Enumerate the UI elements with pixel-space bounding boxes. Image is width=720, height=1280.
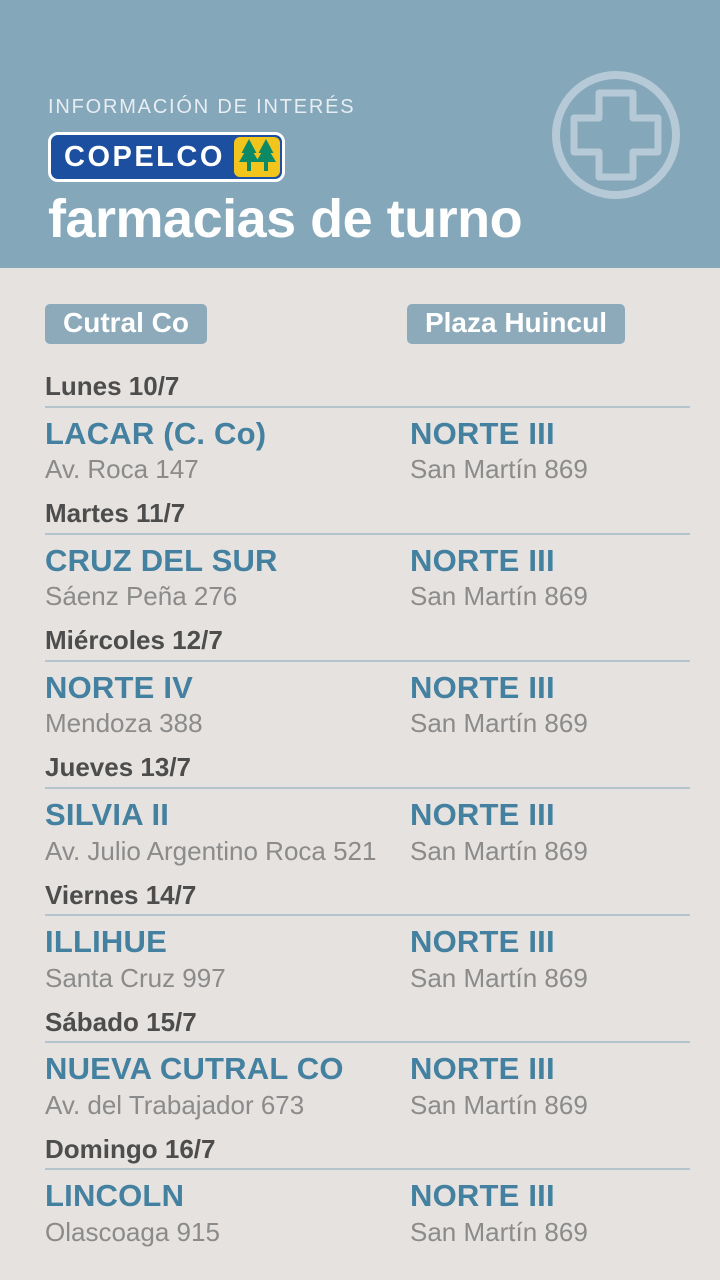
pharmacy-row (45, 1051, 675, 1121)
copelco-logo-text: COPELCO (64, 140, 225, 173)
pharmacy-entry-plaza-huincul (410, 416, 675, 486)
pharmacy-address: San Martín 869 (410, 454, 588, 485)
pharmacy-name: ILLIHUE (45, 924, 167, 960)
pharmacy-name: NORTE III (410, 669, 555, 705)
pine-trees-icon (234, 137, 280, 177)
pharmacy-entry-plaza-huincul (410, 797, 675, 867)
day-label: Martes 11/7 (45, 498, 186, 529)
pharmacy-row (45, 797, 675, 867)
day-label: Sábado 15/7 (45, 1006, 197, 1037)
pharmacy-name: NORTE III (410, 796, 555, 832)
pharmacy-address: Av. del Trabajador 673 (45, 1089, 305, 1120)
divider (45, 1041, 690, 1043)
city-badge-plaza-huincul: Plaza Huincul (407, 304, 625, 344)
pharmacy-entry-plaza-huincul (410, 670, 675, 740)
copelco-logo (48, 132, 285, 182)
pharmacy-cross-icon (549, 68, 683, 202)
day-label: Viernes 14/7 (45, 879, 197, 910)
day-label: Lunes 10/7 (45, 371, 180, 401)
header (0, 0, 720, 268)
pharmacy-name: CRUZ DEL SUR (45, 542, 278, 578)
day-section-sabado (45, 1008, 675, 1121)
pharmacy-entry-cutral-co (45, 924, 410, 994)
pharmacy-entry-cutral-co (45, 543, 410, 613)
pharmacy-entry-cutral-co (45, 1178, 410, 1248)
kicker-text: INFORMACIÓN DE INTERÉS (48, 96, 356, 118)
pharmacy-address: Mendoza 388 (45, 708, 203, 739)
pharmacy-row (45, 1178, 675, 1248)
pharmacy-entry-plaza-huincul (410, 1178, 675, 1248)
day-section-domingo (45, 1135, 675, 1248)
pharmacy-name: NORTE IV (45, 669, 194, 705)
pharmacy-address: San Martín 869 (410, 835, 588, 866)
day-label: Jueves 13/7 (45, 752, 192, 783)
day-label: Miércoles 12/7 (45, 625, 223, 656)
pharmacy-entry-cutral-co (45, 670, 410, 740)
divider (45, 660, 690, 662)
city-badge-cutral-co: Cutral Co (45, 304, 207, 344)
day-section-viernes (45, 881, 675, 994)
divider (45, 1168, 690, 1170)
pharmacy-address: San Martín 869 (410, 581, 588, 612)
pharmacy-address: San Martín 869 (410, 1089, 588, 1120)
pharmacy-address: San Martín 869 (410, 962, 588, 993)
day-section-martes (45, 499, 675, 612)
pharmacy-row (45, 924, 675, 994)
pharmacy-name: SILVIA II (45, 796, 170, 832)
pharmacy-name: LINCOLN (45, 1178, 185, 1214)
pharmacy-entry-plaza-huincul (410, 1051, 675, 1121)
pharmacy-entry-plaza-huincul (410, 543, 675, 613)
pharmacy-address: Santa Cruz 997 (45, 962, 226, 993)
pharmacy-address: Sáenz Peña 276 (45, 581, 238, 612)
pharmacy-address: Av. Roca 147 (45, 454, 199, 485)
pharmacy-entry-cutral-co (45, 416, 410, 486)
pharmacy-name: NORTE III (410, 415, 555, 451)
pharmacy-address: San Martín 869 (410, 1216, 588, 1247)
schedule-area (0, 268, 720, 1248)
pharmacy-entry-plaza-huincul (410, 924, 675, 994)
pharmacy-row (45, 416, 675, 486)
pharmacy-name: NORTE III (410, 1051, 555, 1087)
day-label: Domingo 16/7 (45, 1133, 216, 1164)
divider (45, 787, 690, 789)
divider (45, 533, 690, 535)
pharmacy-row (45, 543, 675, 613)
pharmacy-entry-cutral-co (45, 1051, 410, 1121)
day-section-lunes (45, 372, 675, 485)
page-title: farmacias de turno (48, 189, 523, 249)
divider (45, 914, 690, 916)
pharmacy-name: NORTE III (410, 542, 555, 578)
pharmacy-name: LACAR (C. Co) (45, 415, 267, 451)
divider (45, 406, 690, 408)
pharmacy-row (45, 670, 675, 740)
pharmacy-name: NORTE III (410, 924, 555, 960)
day-section-jueves (45, 753, 675, 866)
pharmacy-name: NORTE III (410, 1178, 555, 1214)
day-section-miercoles (45, 626, 675, 739)
pharmacy-address: San Martín 869 (410, 708, 588, 739)
pharmacy-entry-cutral-co (45, 797, 410, 867)
pharmacy-address: Olascoaga 915 (45, 1216, 220, 1247)
city-badges-row (45, 304, 675, 344)
pharmacy-name: NUEVA CUTRAL CO (45, 1051, 344, 1087)
pharmacy-address: Av. Julio Argentino Roca 521 (45, 835, 377, 866)
